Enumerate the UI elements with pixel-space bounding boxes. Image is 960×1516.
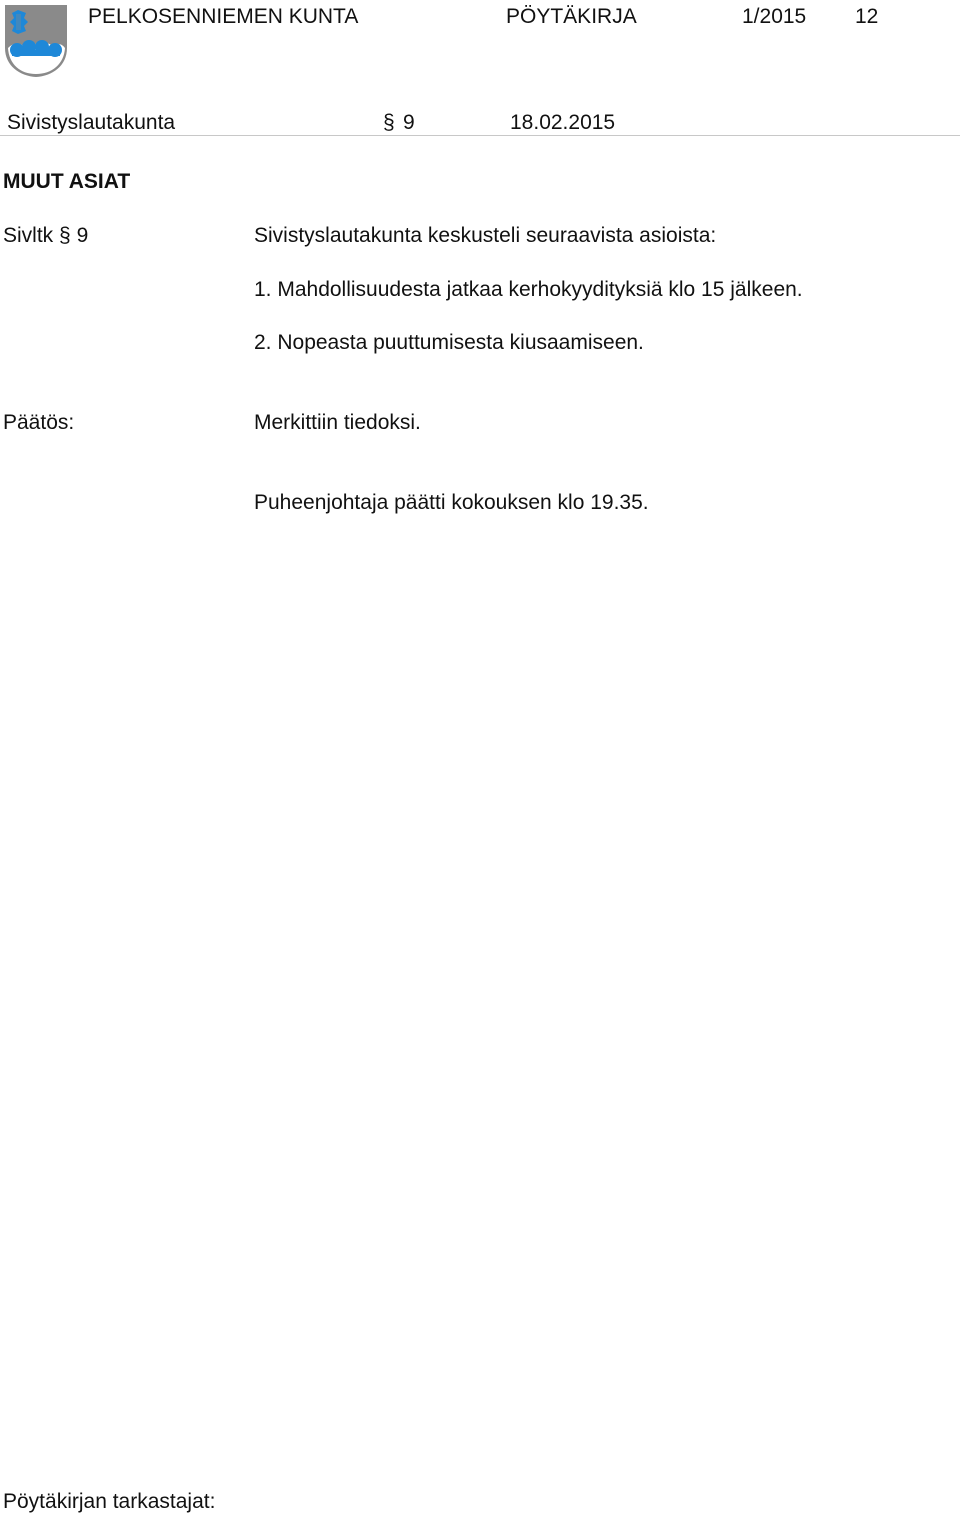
- coat-of-arms-icon: [4, 4, 68, 78]
- decision-text: Merkittiin tiedoksi.: [254, 411, 421, 434]
- section-sign: §: [383, 111, 395, 134]
- section-reference-sign: §: [59, 224, 71, 247]
- document-type: PÖYTÄKIRJA: [506, 5, 637, 28]
- committee-name: Sivistyslautakunta: [7, 111, 176, 134]
- page-number: 12: [855, 5, 879, 28]
- section-intro: Sivistyslautakunta keskusteli seuraavista asioista:: [254, 224, 717, 247]
- meeting-closing: Puheenjohtaja päätti kokouksen klo 19.35.: [254, 491, 649, 514]
- meeting-date: 18.02.2015: [510, 111, 616, 134]
- section-number: 9: [403, 111, 415, 134]
- section-reference-label: Sivltk: [3, 224, 54, 247]
- section-reference-number: 9: [76, 224, 89, 247]
- section-reference: [3, 224, 88, 248]
- municipality-name: PELKOSENNIEMEN KUNTA: [88, 5, 359, 28]
- reviewers-label: Pöytäkirjan tarkastajat:: [3, 1490, 216, 1513]
- document-number: 1/2015: [742, 5, 807, 28]
- header-divider: [0, 135, 960, 136]
- section-title: MUUT ASIAT: [3, 170, 131, 193]
- list-item: 1. Mahdollisuudesta jatkaa kerhokyydityksiä klo 15 jälkeen.: [254, 278, 803, 301]
- list-item: 2. Nopeasta puuttumisesta kiusaamiseen.: [254, 331, 644, 354]
- decision-label: Päätös:: [3, 411, 75, 434]
